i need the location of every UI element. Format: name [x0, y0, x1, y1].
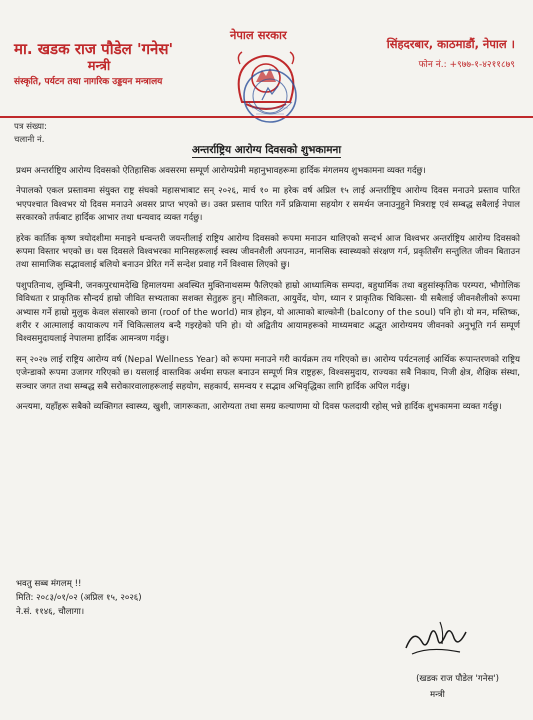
signature-image [400, 618, 472, 662]
nepal-sambat-date: ने.सं. ११४६, चौलागा। [16, 607, 85, 617]
signatory-title: मन्त्री [430, 690, 445, 700]
ministry-name: संस्कृति, पर्यटन तथा नागरिक उड्डयन मन्त्रालय [14, 77, 163, 87]
signatory-name: (खडक राज पौडेल 'गनेस') [416, 674, 499, 684]
header-divider [0, 116, 533, 118]
letter-date: मिति: २०८३/०१/०२ (अप्रिल १५, २०२६) [16, 593, 142, 603]
minister-name: मा. खडक राज पौडेल 'गनेस' [14, 40, 174, 58]
government-label: नेपाल सरकार [230, 28, 287, 42]
subject-text: अन्तर्राष्ट्रिय आरोग्य दिवसको शुभकामना [191, 144, 342, 156]
letter-subject [0, 143, 533, 157]
minister-title: मन्त्री [87, 59, 111, 74]
body-paragraph: पशुपतिनाथ, लुम्बिनी, जनकपुरधामदेखि हिमालयमा अवस्थित मुक्तिनाथसम्म फैलिएको हाम्रो आध्यात्मिक सम्पदा, बहुधार्मिक तथा बहुसांस्कृतिक परम्परा, भौगोलिक विविधता र प्राकृतिक सौन्दर्य हाम्रो जीवित सभ्यताका सशक्त सेतुहरू हुन्। मौलिकता, आयुर्वेद, योग, ध्यान र प्राकृतिक चिकित्सा- यी सबैलाई जीवनशैलीको रूपमा अभ्यास गर्ने हाम्रो मुलुक केवल संसारको छाना (roof of the world) मात्र होइन, यो आत्माको बाल्कोनी (balcony of the soul) पनि हो। यो मन, मस्तिष्क, शरीर र आत्मालाई कायाकल्प गर्ने चिकित्सालय बन्दै गइरहेको पनि हो। यो अद्वितीय आयामहरूको माध्यमबाट अद्भुत आरोग्यमय जीवनको अनुभूति गर्न सम्पूर्ण विश्वसमुदायलाई नेपालमा हार्दिक आमन्त्रण गर्दछु। [16, 280, 520, 345]
letter-body [16, 165, 520, 422]
letterhead-right [387, 36, 515, 72]
closing-block [16, 577, 142, 619]
body-paragraph: सन् २०२७ लाई राष्ट्रिय आरोग्य वर्ष (Nepal Wellness Year) को रूपमा मनाउने गरी कार्यक्रम तय गरिएको छ। आरोग्य पर्यटनलाई आर्थिक रूपान्तरणको राष्ट्रिय एजेन्डाको रूपमा उजागर गरिएको छ। यसलाई वास्तविक अर्थमा सफल बनाउन सम्पूर्ण मित्र राष्ट्रहरू, विश्वसमुदाय, राज्यका सबै निकाय, निजी क्षेत्र, शैक्षिक संस्था, सञ्चार जगत तथा सम्बद्ध सबै सरोकारवालाहरूलाई सहयोग, सहकार्य, समन्वय र सद्भाव अभिवृद्धिका लागि हार्दिक अपिल गर्दछु। [16, 354, 520, 392]
office-phone: फोन नं.: +९७७-१-४२११८७९ [418, 60, 515, 70]
letter-number-label: पत्र संख्या: [14, 122, 47, 132]
blessing-line: भवतु सब्ब मंगलम् !! [16, 579, 82, 589]
body-paragraph: हरेक कार्तिक कृष्ण त्रयोदशीमा मनाइने धन्वन्तरी जयन्तीलाई राष्ट्रिय आरोग्य दिवसको रूपमा मनाउन थालिएको सन्दर्भ आज विश्वभर अन्तर्राष्ट्रिय आरोग्य दिवसको रूपमा विस्तार भएको छ। यस दिवसले विश्वभरका मानिसहरूलाई स्वस्थ जीवनशैली अपनाउन, मानसिक स्वास्थ्यको संरक्षण गर्न, प्रकृतिसँग सन्तुलित जीवन बिताउन तथा सामाजिक सद्भावलाई बलियो बनाउन प्रेरित गर्ने सन्देश प्रवाह गर्ने विश्वास लिएको छु। [16, 233, 520, 271]
body-paragraph: प्रथम अन्तर्राष्ट्रिय आरोग्य दिवसको ऐतिहासिक अवसरमा सम्पूर्ण आरोग्यप्रेमी महानुभावहरूमा हार्दिक मंगलमय शुभकामना व्यक्त गर्दछु। [16, 166, 426, 176]
office-address: सिंहदरबार, काठमाडौं, नेपाल । [386, 37, 515, 51]
letterhead-left [14, 40, 224, 89]
body-paragraph: नेपालको एकल प्रस्तावमा संयुक्त राष्ट्र संघको महासभाबाट सन् २०२६, मार्च १० मा हरेक वर्ष अप्रिल १५ लाई अन्तर्राष्ट्रिय आरोग्य दिवस मनाउने प्रस्ताव पारित भएपश्चात विश्वभर यो दिवस मनाउने अवसर प्राप्त भएको छ। उक्त प्रस्ताव पारित गर्ने प्रक्रियामा सहयोग र समर्थन जनाउनुहुने मित्रराष्ट्र एवं सम्बद्ध सबैलाई नेपाल सरकारको तर्फबाट हार्दिक आभार तथा धन्यवाद व्यक्त गर्दछु। [16, 186, 520, 224]
nepal-emblem-seal-icon [212, 42, 320, 134]
dispatch-number-label: चलानी नं. [14, 135, 45, 145]
body-paragraph: अन्त्यमा, यहाँहरू सबैको व्यक्तिगत स्वास्थ्य, खुशी, जागरूकता, आरोग्यता तथा समग्र कल्याणमा यो दिवस फलदायी रहोस् भन्ने हार्दिक शुभकामना व्यक्त गर्दछु। [16, 402, 502, 413]
